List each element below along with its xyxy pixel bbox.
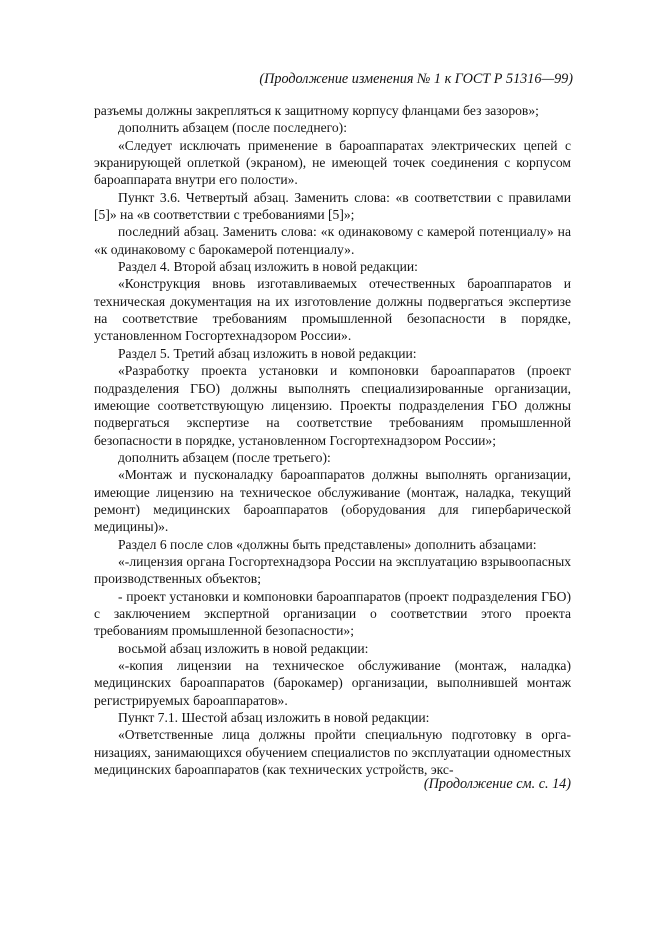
- paragraph: разъемы должны закрепляться к защитному корпусу фланцами без зазоров»;: [94, 103, 539, 118]
- paragraph: «-копия лицензии на техническое обслуживание (монтаж, наладка) медицинских бароаппаратов (барокамер) организации, выполнившей монтаж регистрируемых бароаппаратов».: [94, 658, 571, 708]
- paragraph: дополнить абзацем (после последнего):: [118, 120, 347, 136]
- paragraph: «Следует исключать применение в бароаппаратах электрических цепей с экранирующей оплеткой (экраном), не имеющей точек соединения с корпусом бароаппарата внутри его полости».: [94, 137, 571, 188]
- paragraph: восьмой абзац изложить в новой редакции:: [118, 640, 369, 656]
- paragraph: «-лицензия органа Госгортехнадзора России на эксплуатацию взрывоопасных производственных объектов;: [94, 553, 571, 587]
- paragraph: Раздел 5. Третий абзац изложить в новой редакции:: [118, 345, 417, 361]
- paragraph: «Ответственные лица должны пройти специальную подготовку в организациях, занимающихся обучением специалистов по эксплуатации одноместных медицинских бароаппаратов (как технических устройств, экс-: [94, 727, 571, 778]
- paragraph: «Монтаж и пусконаладку бароаппаратов должны выполнять организации, имеющие лицензию на техническое обслуживание (монтаж, наладка, текущий ремонт) медицинских бароаппаратов (оборудования для гипербарической медицины)».: [94, 467, 571, 535]
- paragraph: «Разработку проекта установки и компоновки бароаппаратов (проект подразделения ГБО) должны выполнять специализированные организации, имеющие соответствующую лицензию. Проекты подразделения ГБО должны подвергаться экспертизе на соответствие требованиям промышленной безопасности в порядке, установленном Госгортехнадзором России»;: [94, 363, 571, 448]
- paragraph: Раздел 4. Второй абзац изложить в новой редакции:: [118, 259, 418, 275]
- paragraph: - проект установки и компоновки бароаппаратов (проект подразделения ГБО) с заключением экспертной организации о соответствии этого проекта требованиям промышленной безопасности»;: [94, 588, 571, 639]
- paragraph: Пункт 3.6. Четвертый абзац. Заменить слова: «в соответствии с правилами [5]» на «в соответствии с требованиями [5]»;: [94, 189, 571, 223]
- continuation-note: (Продолжение см. с. 14): [423, 776, 571, 792]
- paragraph: «Конструкция вновь изготавливаемых отечественных бароаппаратов и техническая документация на их изготовление должны подвергаться экспертизе на соответствие требованиям промышленной безопасности в порядке, установленном Госгортехнадзором России».: [94, 276, 571, 344]
- paragraph: дополнить абзацем (после третьего):: [118, 449, 331, 465]
- document-body: [94, 102, 571, 778]
- paragraph: последний абзац. Заменить слова: «к одинаковому с камерой потенциалу» на «к одинаковому с барокамерой потенциалу».: [94, 224, 571, 257]
- running-header: (Продолжение изменения № 1 к ГОСТ Р 51316—99): [259, 71, 573, 87]
- paragraph: Раздел 6 после слов «должны быть представлены» дополнить абзацами:: [118, 536, 537, 552]
- paragraph: Пункт 7.1. Шестой абзац изложить в новой редакции:: [118, 710, 430, 726]
